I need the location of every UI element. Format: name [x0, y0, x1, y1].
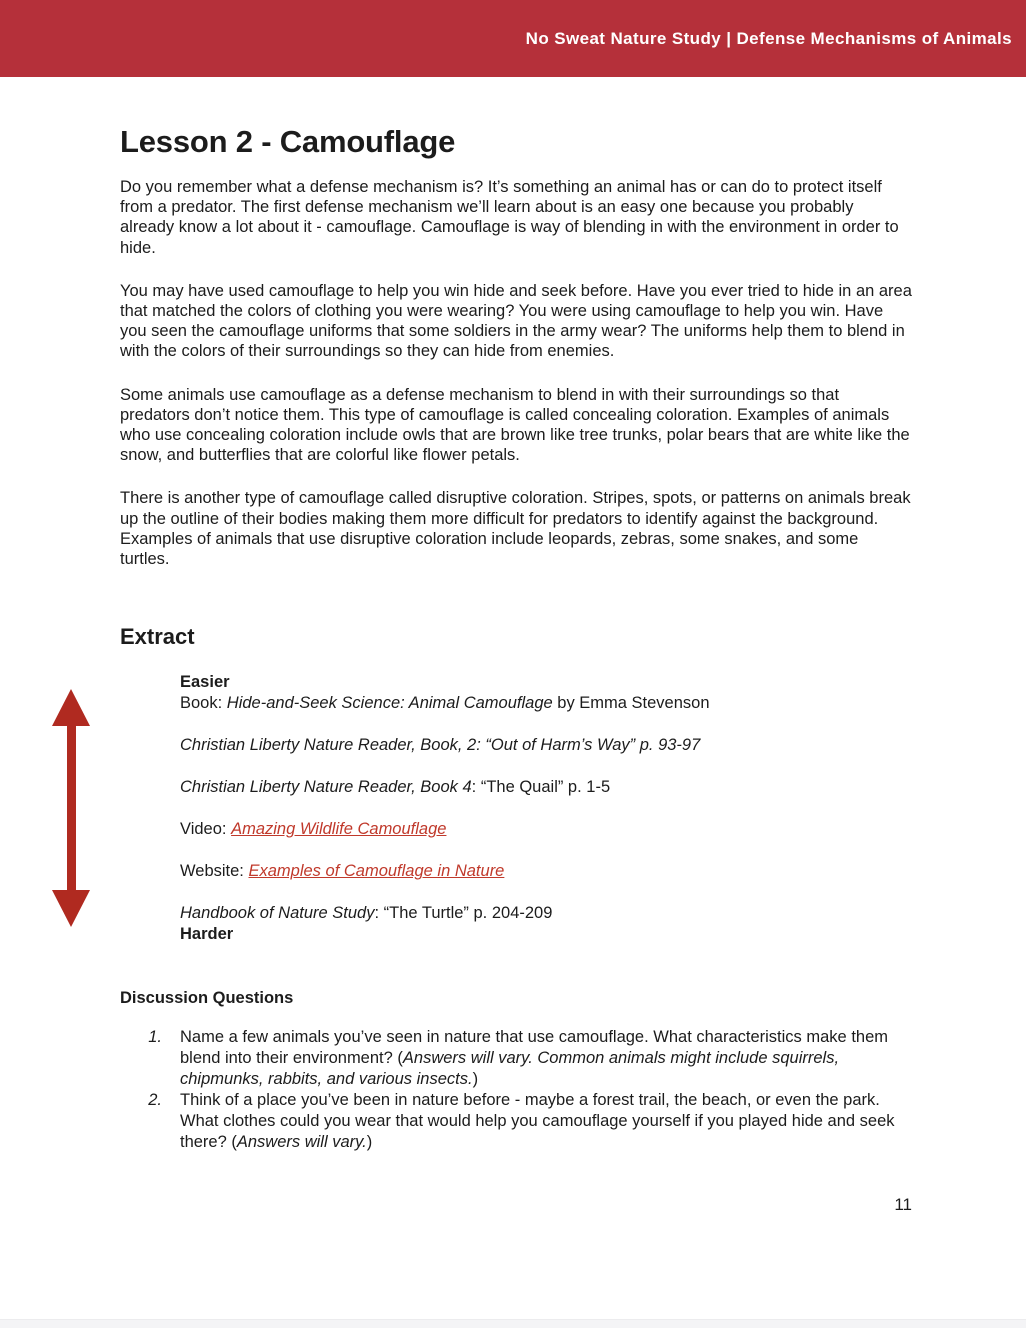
book-title: Hide-and-Seek Science: Animal Camouflage [226, 694, 553, 713]
video-reference [180, 819, 913, 840]
arrow-up-head [52, 689, 90, 726]
website-label: Website: [180, 862, 249, 881]
reader-book4-title: Christian Liberty Nature Reader, Book 4 [180, 778, 472, 797]
handbook-title: Handbook of Nature Study [180, 904, 375, 923]
page-title: Lesson 2 - Camouflage [120, 124, 456, 159]
book-author: by Emma Stevenson [552, 694, 710, 713]
question-1-answer: Answers will vary. Common animals might include squirrels, chipmunks, rabbits, and various insects. [180, 1049, 840, 1089]
bottom-edge-strip [0, 1319, 1026, 1328]
question-2-number: 2. [148, 1091, 162, 1110]
easier-harder-arrow-icon [52, 689, 90, 927]
arrow-down-head [52, 890, 90, 927]
book-label: Book: [180, 694, 227, 713]
question-1-number: 1. [148, 1028, 162, 1047]
question-2-text: Think of a place you’ve been in nature before - maybe a forest trail, the beach, or even the park. What clothes could you wear that would help you camouflage yourself if you played hide and seek there? (Answers will vary.) [180, 1091, 895, 1152]
discussion-question-list [120, 1027, 913, 1153]
extract-heading: Extract [120, 624, 195, 650]
question-2-answer: Answers will vary. [236, 1133, 367, 1152]
arrow-shaft [67, 726, 76, 890]
paragraph-disruptive-coloration: There is another type of camouflage called disruptive coloration. Stripes, spots, or patterns on animals break up the outline of their bodies making them more difficult for predators to identify against the background. Examples of animals that use disruptive coloration include leopards, zebras, some snakes, and some turtles. [120, 489, 911, 569]
easier-label: Easier [180, 673, 230, 692]
header-title: No Sweat Nature Study | Defense Mechanisms of Animals [525, 28, 1012, 48]
reader-book2-reference: Christian Liberty Nature Reader, Book, 2: “Out of Harm’s Way” p. 93-97 [180, 736, 701, 755]
handbook-reference [180, 903, 913, 924]
paragraph-intro: Do you remember what a defense mechanism is? It’s something an animal has or can do to protect itself from a predator. The first defense mechanism we’ll learn about is an easy one because you probably already know a lot about it - camouflage. Camouflage is way of blending in with the environment in order to hide. [120, 178, 899, 257]
reader-book4-pages: : “The Quail” p. 1-5 [471, 778, 611, 797]
paragraph-concealing-coloration: Some animals use camouflage as a defense mechanism to blend in with their surroundings so that predators don’t notice them. This type of camouflage is called concealing coloration. Examples of animals who use concealing coloration include owls that are brown like tree trunks, polar bears that are white like the snow, and butterflies that are colorful like flower petals. [120, 385, 910, 465]
video-label: Video: [180, 820, 232, 839]
extract-section [120, 672, 913, 945]
book-reference [180, 693, 913, 714]
question-1-text: Name a few animals you’ve seen in nature that use camouflage. What characteristics make them blend into their environment? (Answers will vary. Common animals might include squirrels, chipmunks, rabbits, and various insects.) [180, 1028, 889, 1089]
question-2 [120, 1090, 913, 1153]
harder-label: Harder [180, 925, 234, 944]
handbook-pages: : “The Turtle” p. 204-209 [374, 904, 553, 923]
website-reference [180, 861, 913, 882]
video-link[interactable]: Amazing Wildlife Camouflage [231, 820, 447, 839]
paragraph-hide-and-seek: You may have used camouflage to help you win hide and seek before. Have you ever tried to hide in an area that matched the colors of clothing you were wearing? You were using camouflage to help you win. Have you seen the camouflage uniforms that some soldiers in the army wear? The uniforms help them to blend in with the colors of their surroundings so they can hide from enemies. [120, 281, 912, 361]
header-bar [0, 0, 1026, 77]
page-content [0, 125, 1026, 1215]
question-1 [120, 1027, 913, 1090]
page-number: 11 [894, 1195, 912, 1215]
reader-book4-reference [180, 777, 913, 798]
discussion-questions-heading: Discussion Questions [120, 989, 294, 1008]
website-link[interactable]: Examples of Camouflage in Nature [248, 862, 505, 881]
